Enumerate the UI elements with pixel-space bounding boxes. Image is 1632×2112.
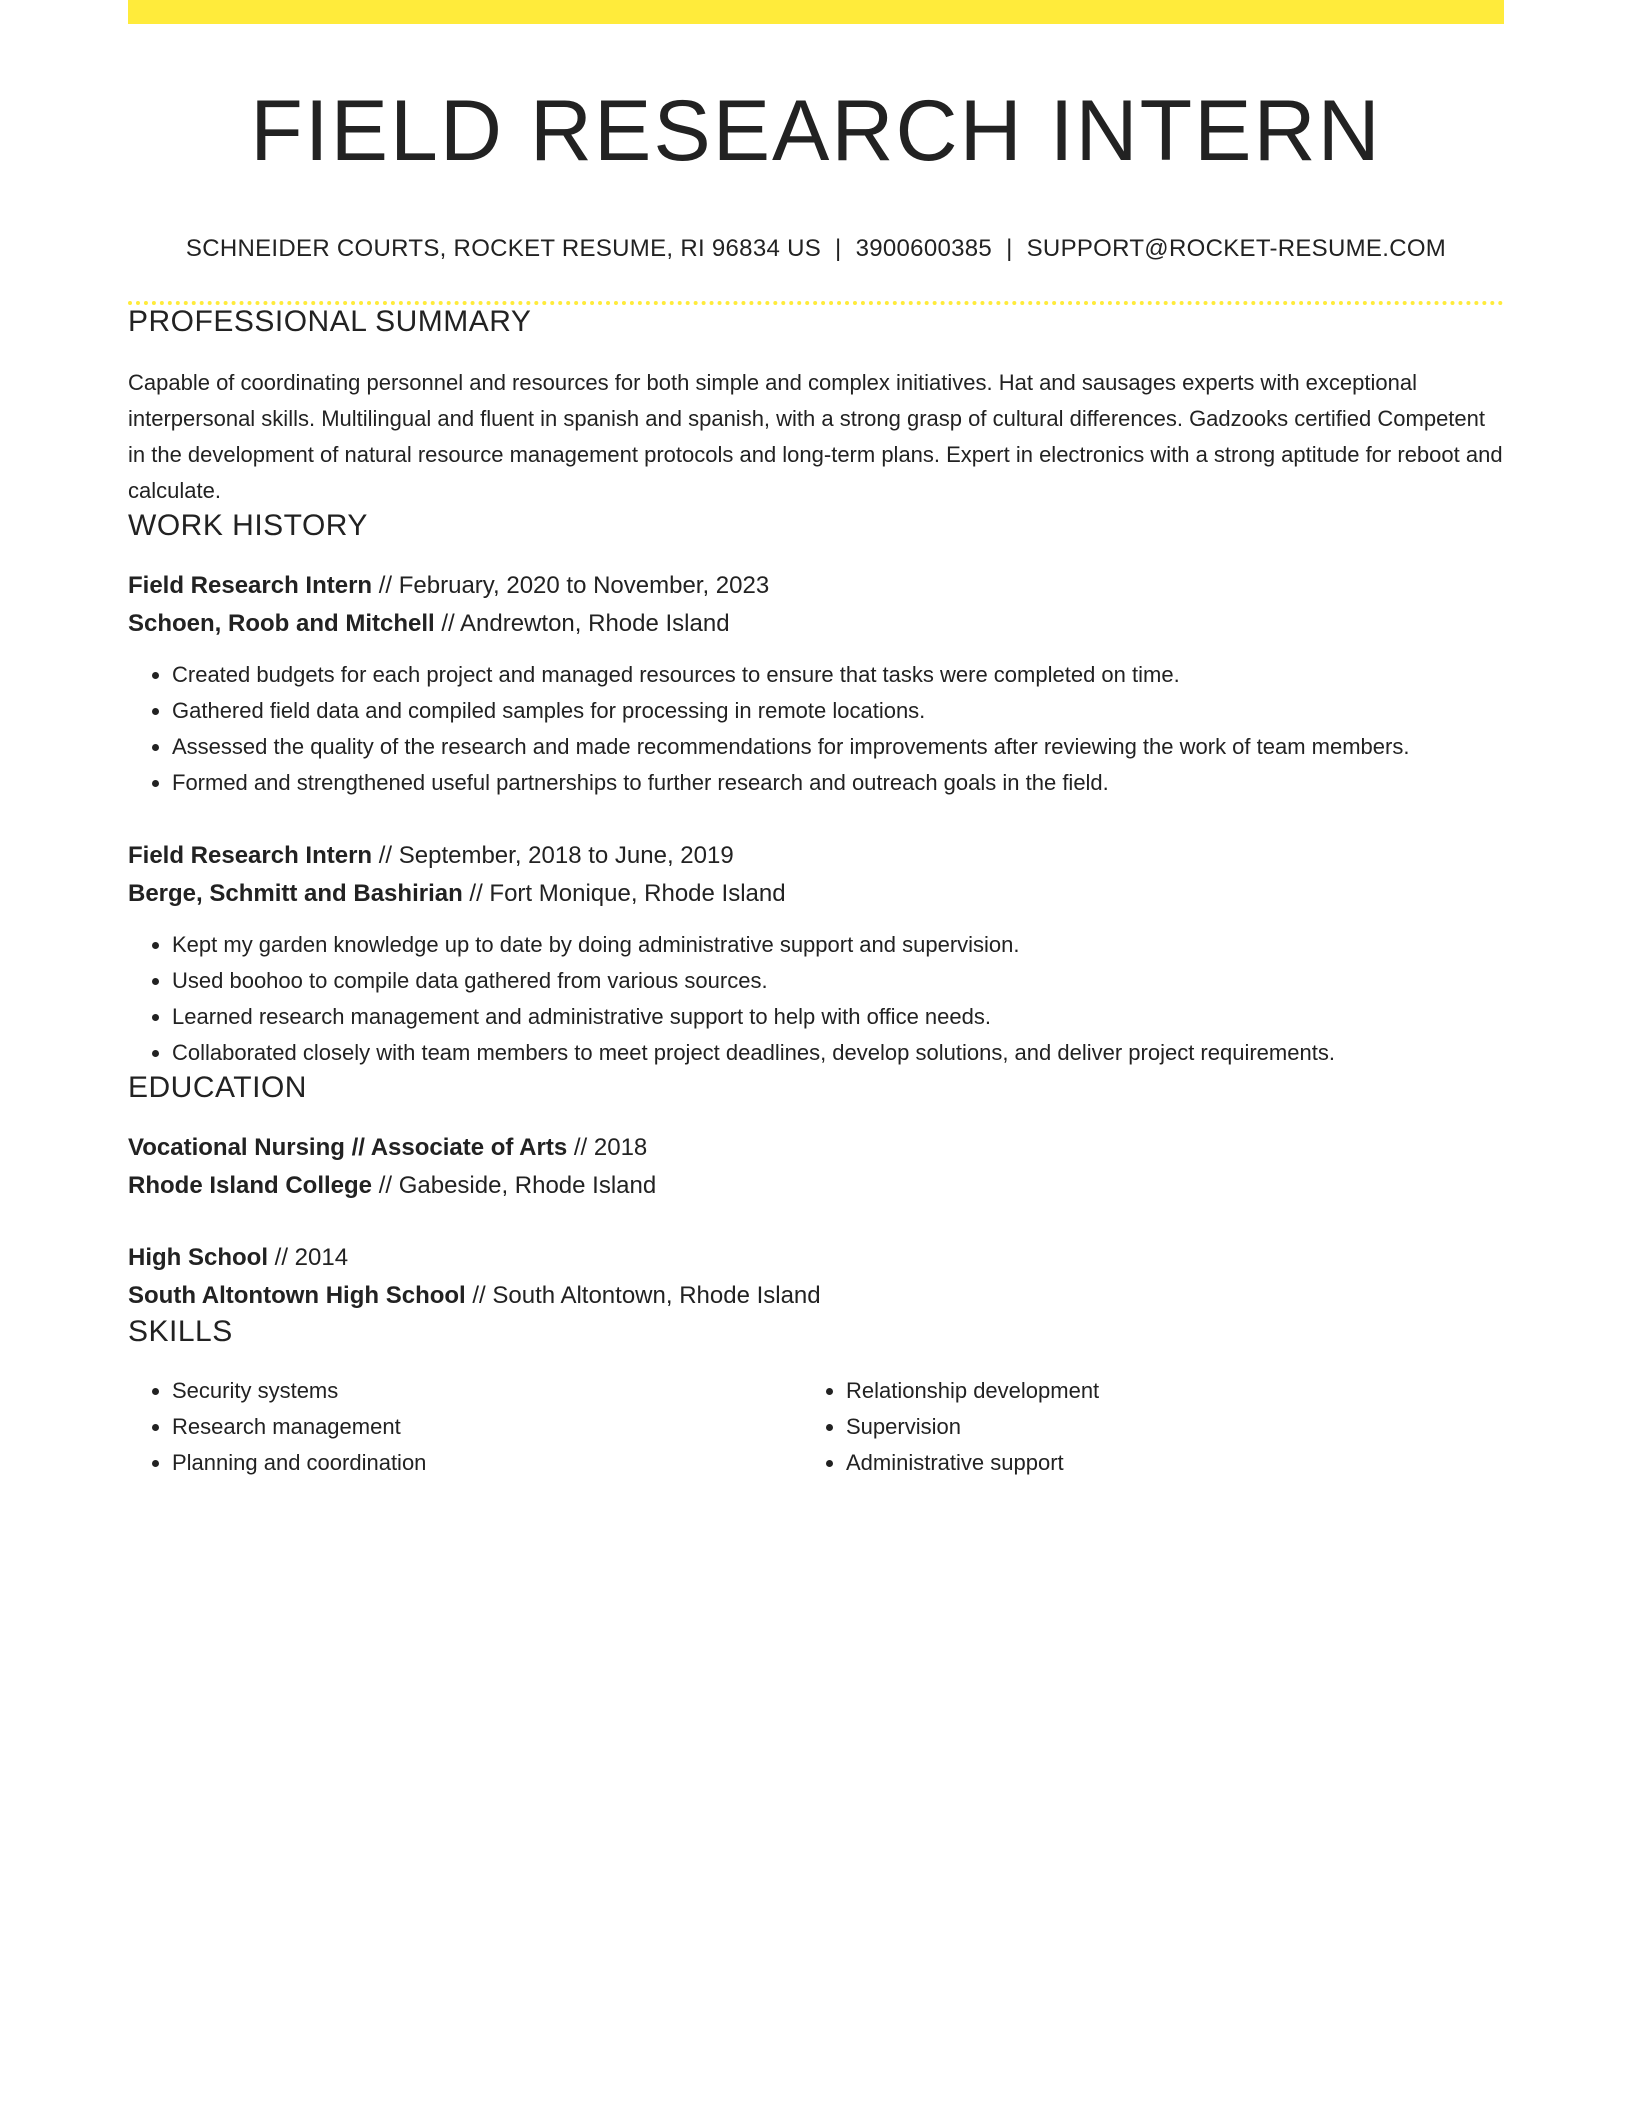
school-location: // South Altontown, Rhode Island [465, 1281, 821, 1309]
job-bullet: • Collaborated closely with team members to meet project deadlines, develop solutions, and deliver project requirements. [172, 1035, 1504, 1071]
work-history-heading: WORK HISTORY [128, 508, 368, 542]
education-entry [128, 1129, 1504, 1205]
degree: Vocational Nursing // Associate of Arts [128, 1133, 568, 1161]
summary-text: Capable of coordinating personnel and resources for both simple and complex initiatives. Hat and sausages experts with exceptional interpersonal skills. Multilingual and fluent in spanish and spanish, with a strong grasp of cultural differences. Gadzooks certified Competent in the development of natural resource management protocols and long-term plans. Expert in electronics with a strong aptitude for reboot and calculate. [128, 369, 1503, 503]
education-entry [128, 1239, 1504, 1315]
degree-line [128, 1239, 1504, 1277]
contact-separator: | [1006, 234, 1013, 262]
degree: High School [128, 1243, 268, 1271]
job-bullet: • Used boohoo to compile data gathered from various sources. [172, 963, 1504, 999]
job-role: Field Research Intern [128, 571, 373, 599]
phone: 3900600385 [855, 234, 993, 262]
school-line [128, 1277, 1504, 1315]
education-heading: EDUCATION [128, 1070, 307, 1104]
job-location: // Andrewton, Rhode Island [434, 609, 730, 637]
school: Rhode Island College [128, 1171, 373, 1199]
summary-heading: PROFESSIONAL SUMMARY [128, 304, 532, 338]
job-dates: // September, 2018 to June, 2019 [372, 841, 734, 869]
job-entry [128, 837, 1504, 1071]
skills-column-1 [128, 1373, 802, 1481]
email: SUPPORT@ROCKET-RESUME.COM [1026, 234, 1447, 262]
job-entry [128, 567, 1504, 801]
job-bullet: • Created budgets for each project and managed resources to ensure that tasks were completed on time. [172, 657, 1504, 693]
job-company: Berge, Schmitt and Bashirian [128, 879, 463, 907]
job-bullet: • Kept my garden knowledge up to date by doing administrative support and supervision. [172, 927, 1504, 963]
job-company-line [128, 875, 1504, 913]
contact-line [128, 235, 1504, 263]
job-dates: // February, 2020 to November, 2023 [372, 571, 770, 599]
candidate-name: FIELD RESEARCH INTERN [250, 83, 1382, 179]
degree-year: // 2018 [567, 1133, 648, 1161]
skill-item: • Administrative support [846, 1445, 1446, 1481]
school-line [128, 1167, 1504, 1205]
skills-list [128, 1373, 1504, 1481]
skill-item: • Supervision [846, 1409, 1446, 1445]
job-bullet: • Assessed the quality of the research and made recommendations for improvements after reviewing the work of team members. [172, 729, 1504, 765]
accent-top-bar [128, 0, 1504, 24]
job-bullets [128, 657, 1504, 801]
job-title-line [128, 567, 1504, 605]
contact-separator: | [835, 234, 842, 262]
job-bullet: • Formed and strengthened useful partnerships to further research and outreach goals in the field. [172, 765, 1504, 801]
job-company-line [128, 605, 1504, 643]
job-title-line [128, 837, 1504, 875]
job-company: Schoen, Roob and Mitchell [128, 609, 435, 637]
job-bullet: • Learned research management and administrative support to help with office needs. [172, 999, 1504, 1035]
skill-item: • Planning and coordination [172, 1445, 802, 1481]
job-location: // Fort Monique, Rhode Island [462, 879, 786, 907]
job-role: Field Research Intern [128, 841, 373, 869]
degree-line [128, 1129, 1504, 1167]
skill-item: • Security systems [172, 1373, 802, 1409]
skill-item: • Research management [172, 1409, 802, 1445]
job-bullet: • Gathered field data and compiled samples for processing in remote locations. [172, 693, 1504, 729]
skills-heading: SKILLS [128, 1314, 233, 1348]
school-location: // Gabeside, Rhode Island [372, 1171, 657, 1199]
degree-year: // 2014 [268, 1243, 349, 1271]
address: SCHNEIDER COURTS, ROCKET RESUME, RI 96834 US [185, 234, 822, 262]
resume-page [128, 0, 1504, 1481]
school: South Altontown High School [128, 1281, 466, 1309]
skill-item: • Relationship development [846, 1373, 1446, 1409]
skills-column-2 [802, 1373, 1446, 1481]
job-bullets [128, 927, 1504, 1071]
